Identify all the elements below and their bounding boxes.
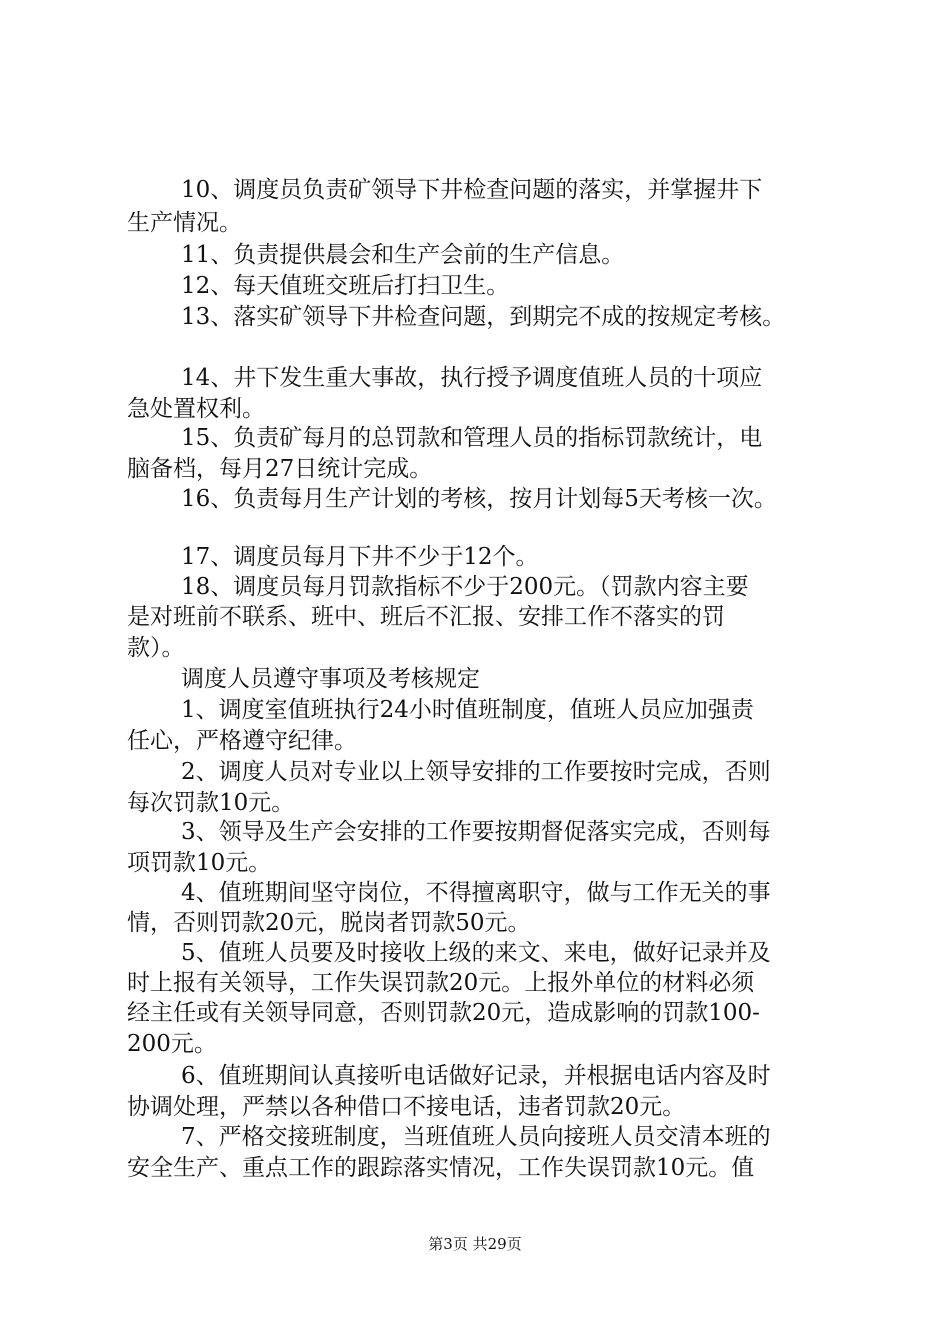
text-line: 6、值班期间认真接听电话做好记录，并根据电话内容及时 (181, 1063, 771, 1089)
text-line: 时上报有关领导，工作失误罚款20元。上报外单位的材料必须 (127, 970, 755, 996)
text-line: 2、调度人员对专业以上领导安排的工作要按时完成，否则 (181, 759, 771, 785)
text-line: 12、每天值班交班后打扫卫生。 (181, 273, 510, 299)
text-line: 情，否则罚款20元，脱岗者罚款50元。 (127, 910, 531, 936)
text-line: 安全生产、重点工作的跟踪落实情况，工作失误罚款10元。值 (127, 1155, 755, 1181)
text-line: 任心，严格遵守纪律。 (127, 728, 357, 754)
text-line: 是对班前不联系、班中、班后不汇报、安排工作不落实的罚 (127, 604, 725, 630)
text-line: 16、负责每月生产计划的考核，按月计划每5天考核一次。 (181, 486, 777, 512)
text-line: 每次罚款10元。 (127, 790, 295, 816)
text-line: 生产情况。 (127, 210, 242, 236)
text-line: 7、严格交接班制度，当班值班人员向接班人员交清本班的 (181, 1124, 771, 1150)
text-line: 脑备档，每月27日统计完成。 (127, 456, 433, 482)
text-line: 17、调度员每月下井不少于12个。 (181, 544, 539, 570)
text-line: 经主任或有关领导同意，否则罚款20元，造成影响的罚款100- (127, 1000, 760, 1026)
text-line: 急处置权利。 (127, 396, 265, 422)
text-line: 3、领导及生产会安排的工作要按期督促落实完成，否则每 (181, 819, 771, 845)
text-line: 项罚款10元。 (127, 850, 272, 876)
text-line: 200元。 (127, 1031, 217, 1057)
text-line: 1、调度室值班执行24小时值班制度，值班人员应加强责 (181, 697, 754, 723)
text-line: 15、负责矿每月的总罚款和管理人员的指标罚款统计，电 (181, 425, 763, 451)
text-line: 18、调度员每月罚款指标不少于200元。（罚款内容主要 (181, 574, 749, 600)
text-line: 14、井下发生重大事故，执行授予调度值班人员的十项应 (181, 365, 763, 391)
text-line: 4、值班期间坚守岗位，不得擅离职守，做与工作无关的事 (181, 880, 771, 906)
text-line: 款）。 (127, 635, 185, 661)
text-line: 协调处理，严禁以各种借口不接电话，违者罚款20元。 (127, 1094, 686, 1120)
page-footer: 第3页 共29页 (428, 1235, 522, 1253)
text-line: 10、调度员负责矿领导下井检查问题的落实，并掌握井下 (181, 177, 763, 203)
text-line: 5、值班人员要及时接收上级的来文、来电，做好记录并及 (181, 940, 771, 966)
text-line: 13、落实矿领导下井检查问题，到期完不成的按规定考核。 (181, 304, 786, 330)
text-line: 11、负责提供晨会和生产会前的生产信息。 (181, 242, 625, 268)
section-heading: 调度人员遵守事项及考核规定 (181, 666, 480, 692)
